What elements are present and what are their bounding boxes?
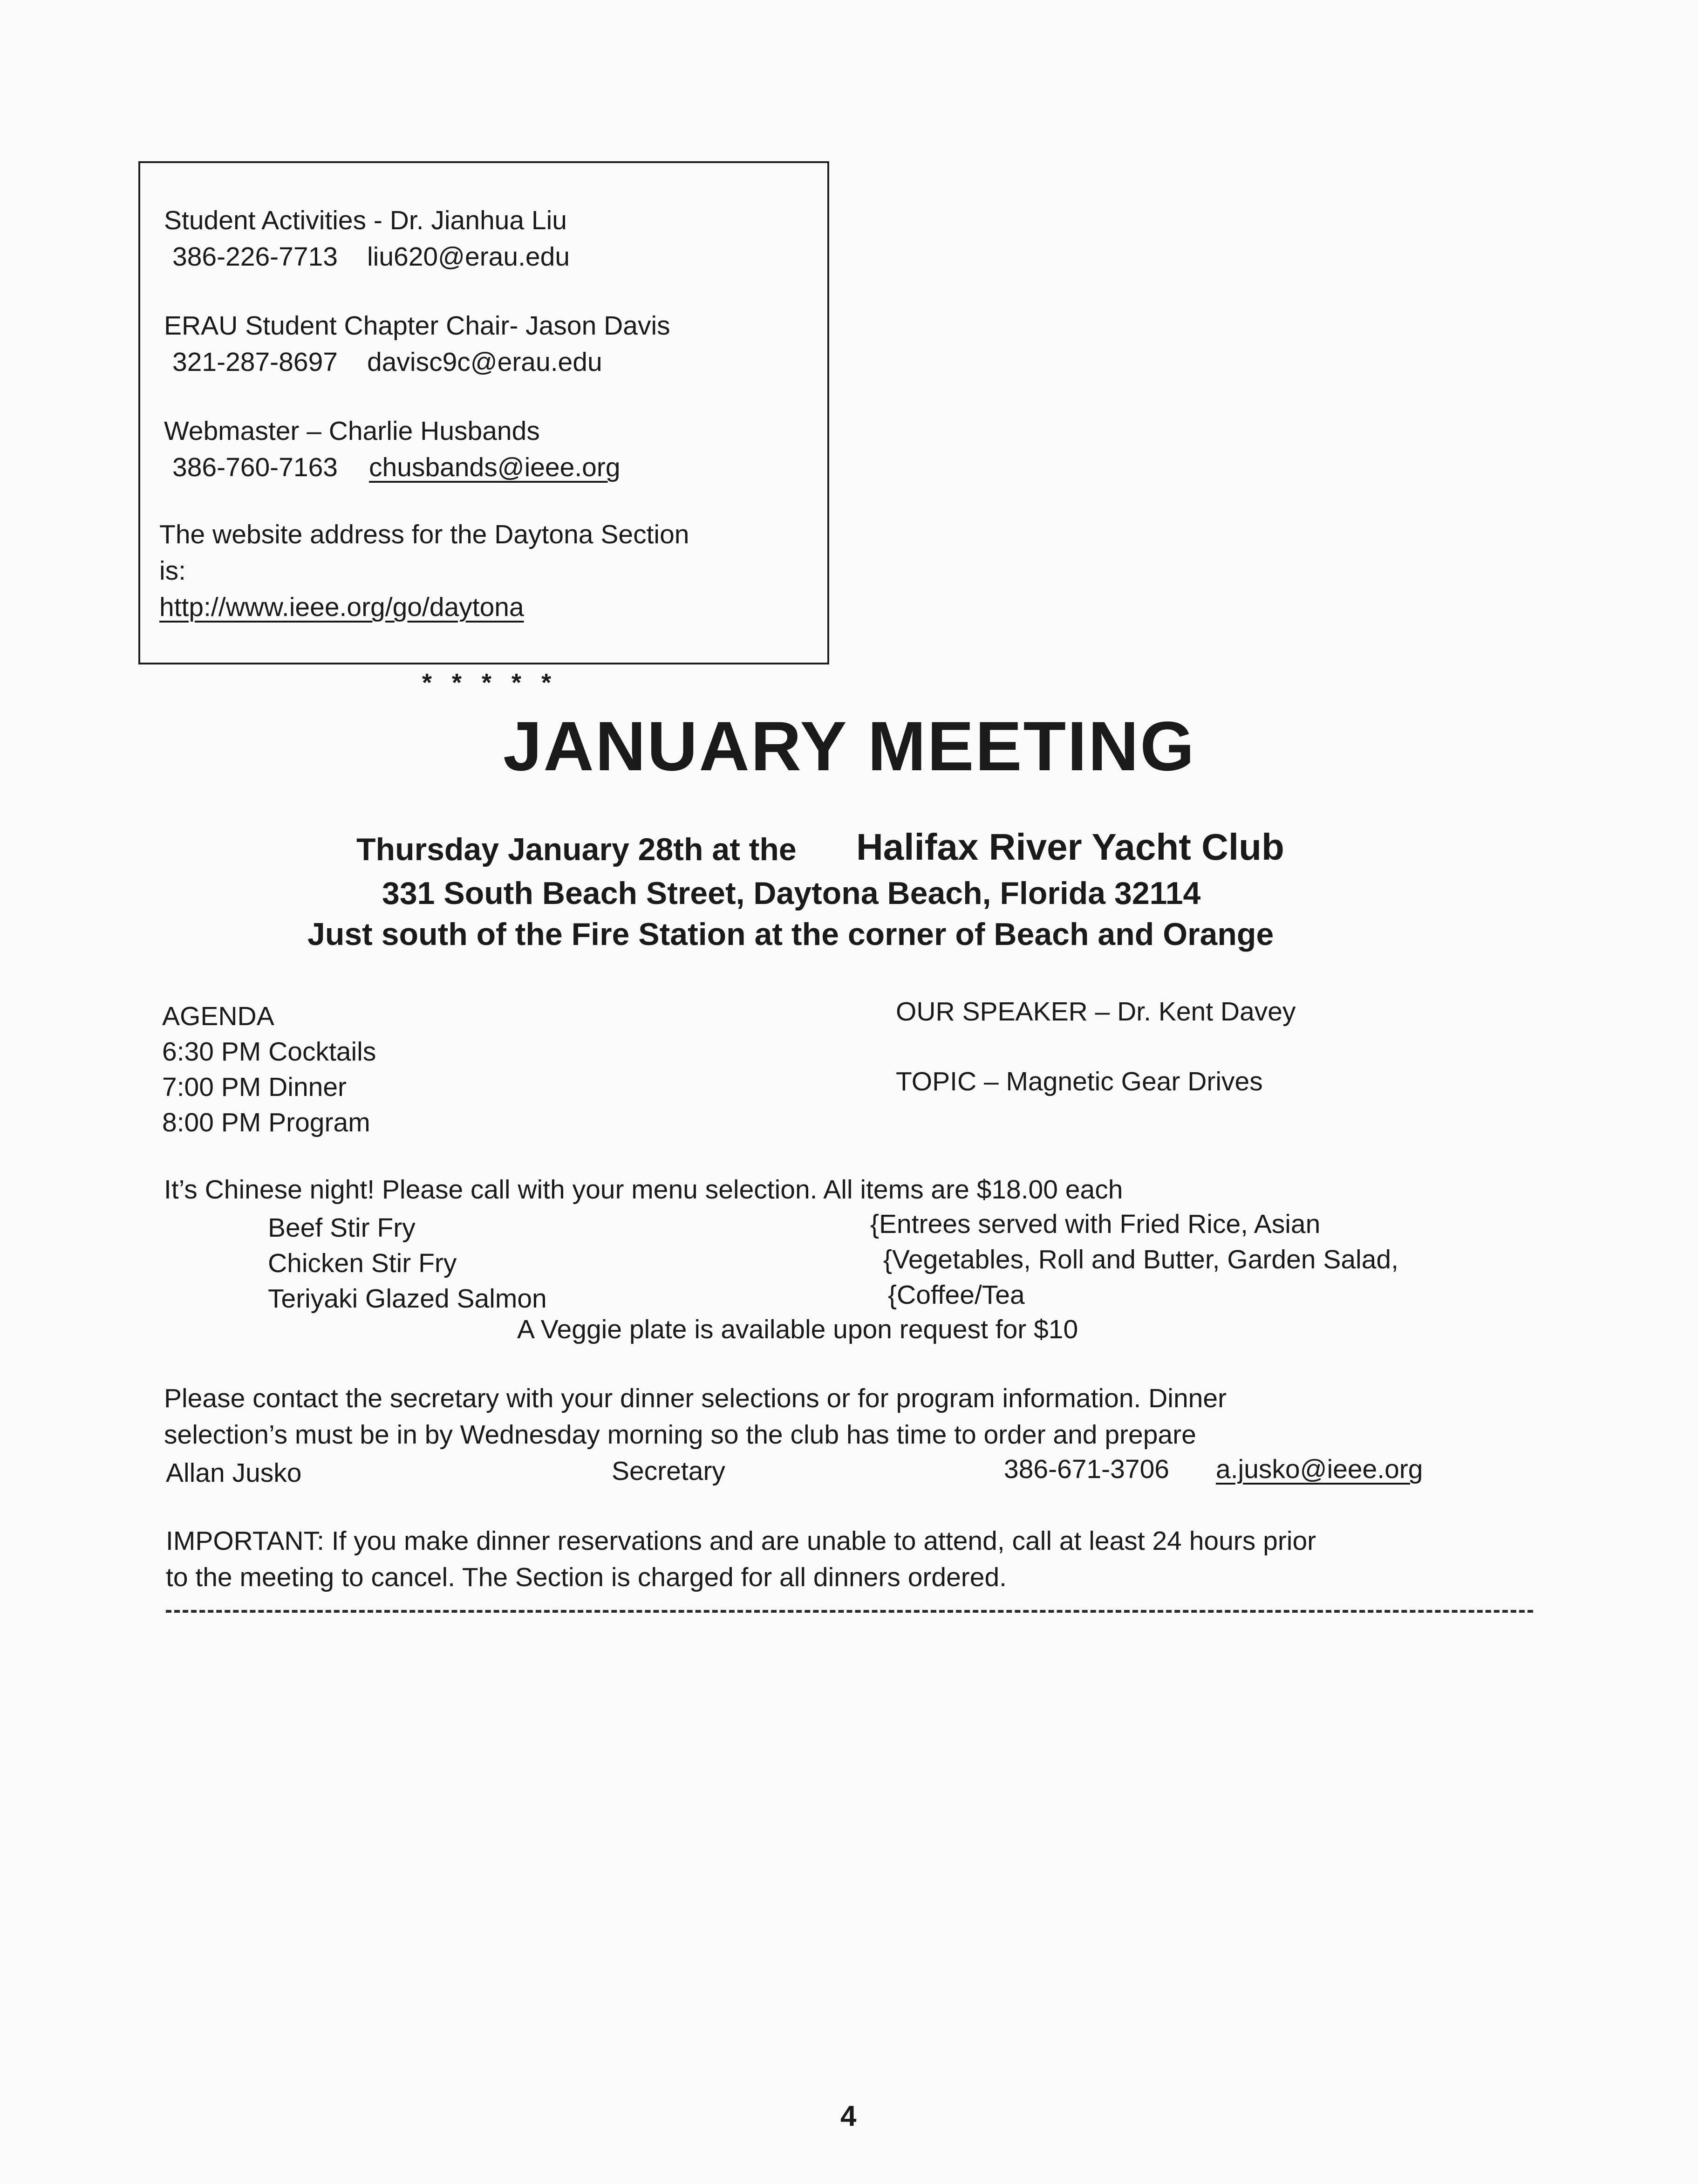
speaker-line: OUR SPEAKER – Dr. Kent Davey <box>896 997 1296 1027</box>
important-line2: to the meeting to cancel. The Section is charged for all dinners ordered. <box>166 1562 1007 1592</box>
page-number: 4 <box>840 2100 857 2132</box>
meeting-directions: Just south of the Fire Station at the corner of Beach and Orange <box>307 917 1274 952</box>
important-line1: IMPORTANT: If you make dinner reservations and are unable to attend, call at least 24 hours prior <box>166 1526 1316 1556</box>
menu-item: Chicken Stir Fry <box>268 1248 457 1278</box>
webmaster-phone: 386-760-7163 <box>172 452 338 482</box>
dashed-divider <box>166 1610 1533 1613</box>
agenda-item: 6:30 PM Cocktails <box>162 1037 376 1067</box>
website-text-line2: is: <box>159 556 186 586</box>
student-chapter-email[interactable]: davisc9c@erau.edu <box>367 347 602 377</box>
webmaster-email-link[interactable]: chusbands@ieee.org <box>369 452 621 482</box>
secretary-email-link[interactable]: a.jusko@ieee.org <box>1216 1454 1423 1484</box>
student-chapter-title: ERAU Student Chapter Chair- Jason Davis <box>164 311 670 341</box>
contact-box <box>138 161 829 664</box>
menu-veggie-note: A Veggie plate is available upon request for $10 <box>517 1315 1078 1344</box>
topic-line: TOPIC – Magnetic Gear Drives <box>896 1067 1263 1096</box>
menu-note: {Vegetables, Roll and Butter, Garden Salad, <box>883 1245 1398 1274</box>
menu-note: {Coffee/Tea <box>888 1280 1025 1310</box>
student-activities-title: Student Activities - Dr. Jianhua Liu <box>164 205 567 235</box>
student-activities-phone: 386-226-7713 <box>172 242 338 272</box>
website-text-line1: The website address for the Daytona Section <box>159 520 689 549</box>
menu-item: Teriyaki Glazed Salmon <box>268 1284 547 1314</box>
meeting-address: 331 South Beach Street, Daytona Beach, Florida 32114 <box>382 876 1201 911</box>
meeting-venue: Halifax River Yacht Club <box>856 826 1284 868</box>
website-url-link[interactable]: http://www.ieee.org/go/daytona <box>159 592 524 622</box>
secretary-phone: 386-671-3706 <box>1004 1454 1169 1484</box>
menu-note: {Entrees served with Fried Rice, Asian <box>870 1209 1321 1239</box>
student-chapter-phone: 321-287-8697 <box>172 347 338 377</box>
webmaster-title: Webmaster – Charlie Husbands <box>164 416 540 446</box>
agenda-item: 8:00 PM Program <box>162 1108 370 1137</box>
student-activities-email[interactable]: liu620@erau.edu <box>367 242 570 272</box>
menu-item: Beef Stir Fry <box>268 1213 416 1243</box>
agenda-item: 7:00 PM Dinner <box>162 1072 347 1102</box>
secretary-info-line1: Please contact the secretary with your dinner selections or for program information. Dinner <box>164 1383 1227 1413</box>
secretary-info-line2: selection’s must be in by Wednesday morning so the club has time to order and prepare <box>164 1420 1196 1450</box>
menu-intro: It’s Chinese night! Please call with your menu selection. All items are $18.00 each <box>164 1175 1123 1205</box>
secretary-role: Secretary <box>612 1456 725 1486</box>
meeting-date-prefix: Thursday January 28th at the <box>356 832 797 867</box>
agenda-heading: AGENDA <box>162 1001 274 1031</box>
meeting-title: JANUARY MEETING <box>503 707 1196 785</box>
secretary-name: Allan Jusko <box>166 1458 302 1488</box>
stars-separator: * * * * * <box>422 669 558 697</box>
